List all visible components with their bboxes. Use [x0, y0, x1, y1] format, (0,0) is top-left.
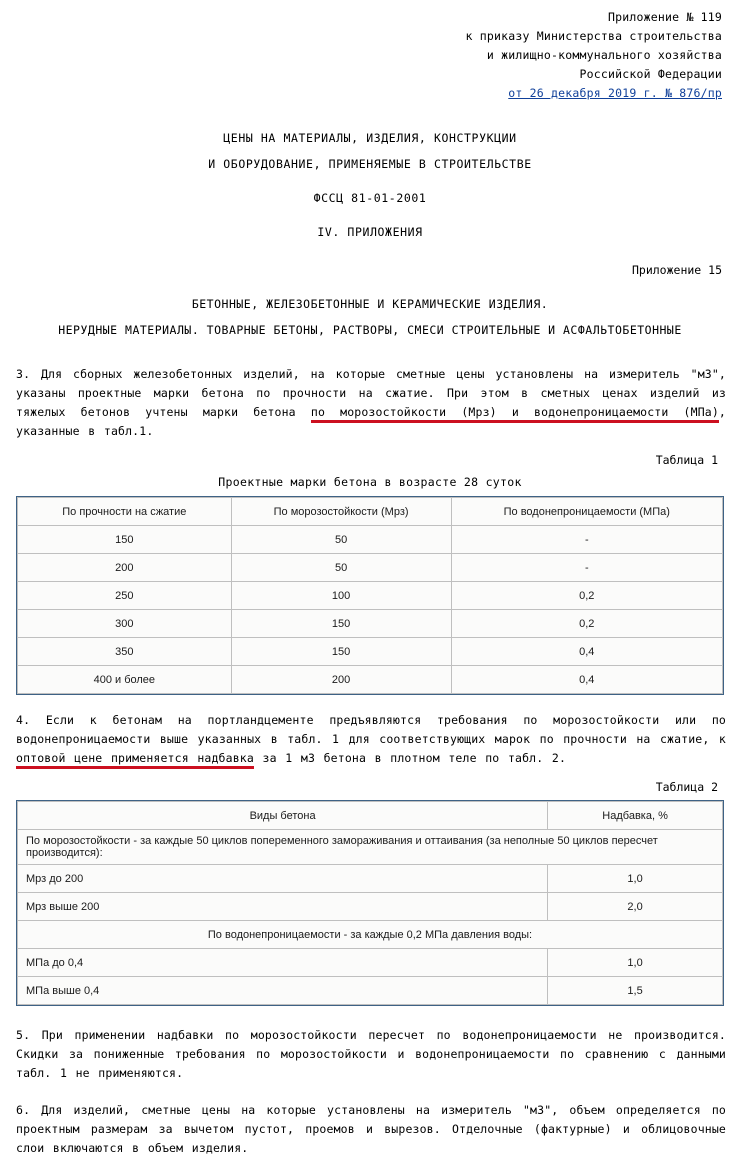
cell-surcharge: 1,0: [548, 949, 723, 977]
cell-frost: 150: [231, 638, 451, 666]
table-1-caption: Проектные марки бетона в возрасте 28 суток: [218, 475, 522, 489]
table-2: [17, 801, 723, 1005]
paragraph-5: 5. При применении надбавки по морозостойкости пересчет по водонепроницаемости не производится. Скидки за пониженные требования по морозостойкости и водонепроницаемости по сравнению с данными табл. 1 не применяются.: [16, 1028, 726, 1080]
cell-section-frost: По морозостойкости - за каждые 50 циклов попеременного замораживания и оттаивания (за неполные 50 циклов пересчет производится):: [18, 830, 723, 865]
table-row: [18, 666, 723, 694]
header-line-ministry: к приказу Министерства строительства: [465, 29, 722, 43]
title-line-2: И ОБОРУДОВАНИЕ, ПРИМЕНЯЕМЫЕ В СТРОИТЕЛЬСТВЕ: [208, 157, 532, 171]
cell-type: Мрз выше 200: [18, 893, 548, 921]
table-1-container: [16, 496, 724, 695]
table-2-header-concrete-types: Виды бетона: [18, 802, 548, 830]
table-row: [18, 610, 723, 638]
cell-frost: 200: [231, 666, 451, 694]
table-header-row: [18, 498, 723, 526]
table-row: [18, 582, 723, 610]
table-row: [18, 949, 723, 977]
cell-water: 0,4: [451, 666, 722, 694]
subtitle-line-1: БЕТОННЫЕ, ЖЕЛЕЗОБЕТОННЫЕ И КЕРАМИЧЕСКИЕ ИЗДЕЛИЯ.: [191, 297, 549, 311]
cell-strength: 350: [18, 638, 232, 666]
paragraph-3-text-part2: , указанные в табл.1.: [16, 405, 726, 438]
table-row: [18, 526, 723, 554]
table-row: [18, 554, 723, 582]
table-2-body: [18, 830, 723, 1005]
table-row-merged: [18, 830, 723, 865]
cell-water: 0,4: [451, 638, 722, 666]
cell-strength: 150: [18, 526, 232, 554]
paragraph-4-text-part1: 4. Если к бетонам на портландцементе предъявляются требования по морозостойкости или по водонепроницаемости выше указанных в табл. 1 для соответствующих марок по прочности на сжатие, к: [16, 713, 726, 746]
table-row: [18, 893, 723, 921]
cell-frost: 150: [231, 610, 451, 638]
cell-frost: 50: [231, 554, 451, 582]
cell-frost: 50: [231, 526, 451, 554]
cell-type: МПа до 0,4: [18, 949, 548, 977]
document-title-block: [0, 125, 740, 245]
paragraph-4: [0, 711, 740, 768]
table-2-number: Таблица 2: [655, 780, 718, 794]
subtitle-block: [0, 291, 740, 343]
document-header: [0, 0, 740, 103]
cell-strength: 250: [18, 582, 232, 610]
paragraph-3-text-part1: 3. Для сборных железобетонных изделий, на которые сметные цены установлены на измеритель "м3", указаны проектные марки бетона по прочности на сжатие. При этом в сметных ценах изделий из тяжелых бетонов учтены марки бетона: [16, 367, 726, 419]
cell-type: МПа выше 0,4: [18, 977, 548, 1005]
cell-water: 0,2: [451, 582, 722, 610]
cell-strength: 400 и более: [18, 666, 232, 694]
table-1-number: Таблица 1: [655, 453, 718, 467]
title-line-1: ЦЕНЫ НА МАТЕРИАЛЫ, ИЗДЕЛИЯ, КОНСТРУКЦИИ: [223, 131, 517, 145]
header-line-appendix-number: Приложение № 119: [608, 10, 722, 24]
cell-section-water: По водонепроницаемости - за каждые 0,2 МПа давления воды:: [18, 921, 723, 949]
cell-surcharge: 1,0: [548, 865, 723, 893]
table-1-header-strength: По прочности на сжатие: [18, 498, 232, 526]
appendix-label: Приложение 15: [631, 263, 722, 277]
table-row: [18, 977, 723, 1005]
cell-strength: 200: [18, 554, 232, 582]
table-row: [18, 865, 723, 893]
section-label: IV. ПРИЛОЖЕНИЯ: [317, 225, 423, 239]
order-date-link[interactable]: от 26 декабря 2019 г. № 876/пр: [508, 86, 722, 100]
table-row: [18, 638, 723, 666]
cell-frost: 100: [231, 582, 451, 610]
cell-strength: 300: [18, 610, 232, 638]
subtitle-line-2: НЕРУДНЫЕ МАТЕРИАЛЫ. ТОВАРНЫЕ БЕТОНЫ, РАСТВОРЫ, СМЕСИ СТРОИТЕЛЬНЫЕ И АСФАЛЬТОБЕТОННЫЕ: [58, 323, 682, 337]
header-line-federation: Российской Федерации: [579, 67, 722, 81]
table-1-header-frost: По морозостойкости (Мрз): [231, 498, 451, 526]
table-header-row: [18, 802, 723, 830]
cell-water: -: [451, 526, 722, 554]
cell-surcharge: 1,5: [548, 977, 723, 1005]
cell-water: -: [451, 554, 722, 582]
table-row-merged: [18, 921, 723, 949]
document-code: ФССЦ 81-01-2001: [313, 191, 427, 205]
cell-type: Мрз до 200: [18, 865, 548, 893]
table-2-container: [16, 800, 724, 1006]
paragraph-3: [0, 365, 740, 441]
cell-surcharge: 2,0: [548, 893, 723, 921]
table-1-body: [18, 526, 723, 694]
header-line-housing: и жилищно-коммунального хозяйства: [486, 48, 722, 62]
paragraph-4-highlight: оптовой цене применяется надбавка: [16, 751, 254, 769]
table-1: [17, 497, 723, 694]
paragraph-6: 6. Для изделий, сметные цены на которые установлены на измеритель "м3", объем определяется по проектным размерам за вычетом пустот, проемов и вырезов. Отделочные (фактурные) и облицовочные слои включаются в объем изделия.: [16, 1103, 726, 1155]
cell-water: 0,2: [451, 610, 722, 638]
paragraph-4-text-part2: за 1 м3 бетона в плотном теле по табл. 2.: [253, 751, 567, 765]
table-2-header-surcharge: Надбавка, %: [548, 802, 723, 830]
paragraph-3-highlight: по морозостойкости (Мрз) и водонепроницаемости (МПа): [311, 405, 719, 423]
table-1-header-water: По водонепроницаемости (МПа): [451, 498, 722, 526]
